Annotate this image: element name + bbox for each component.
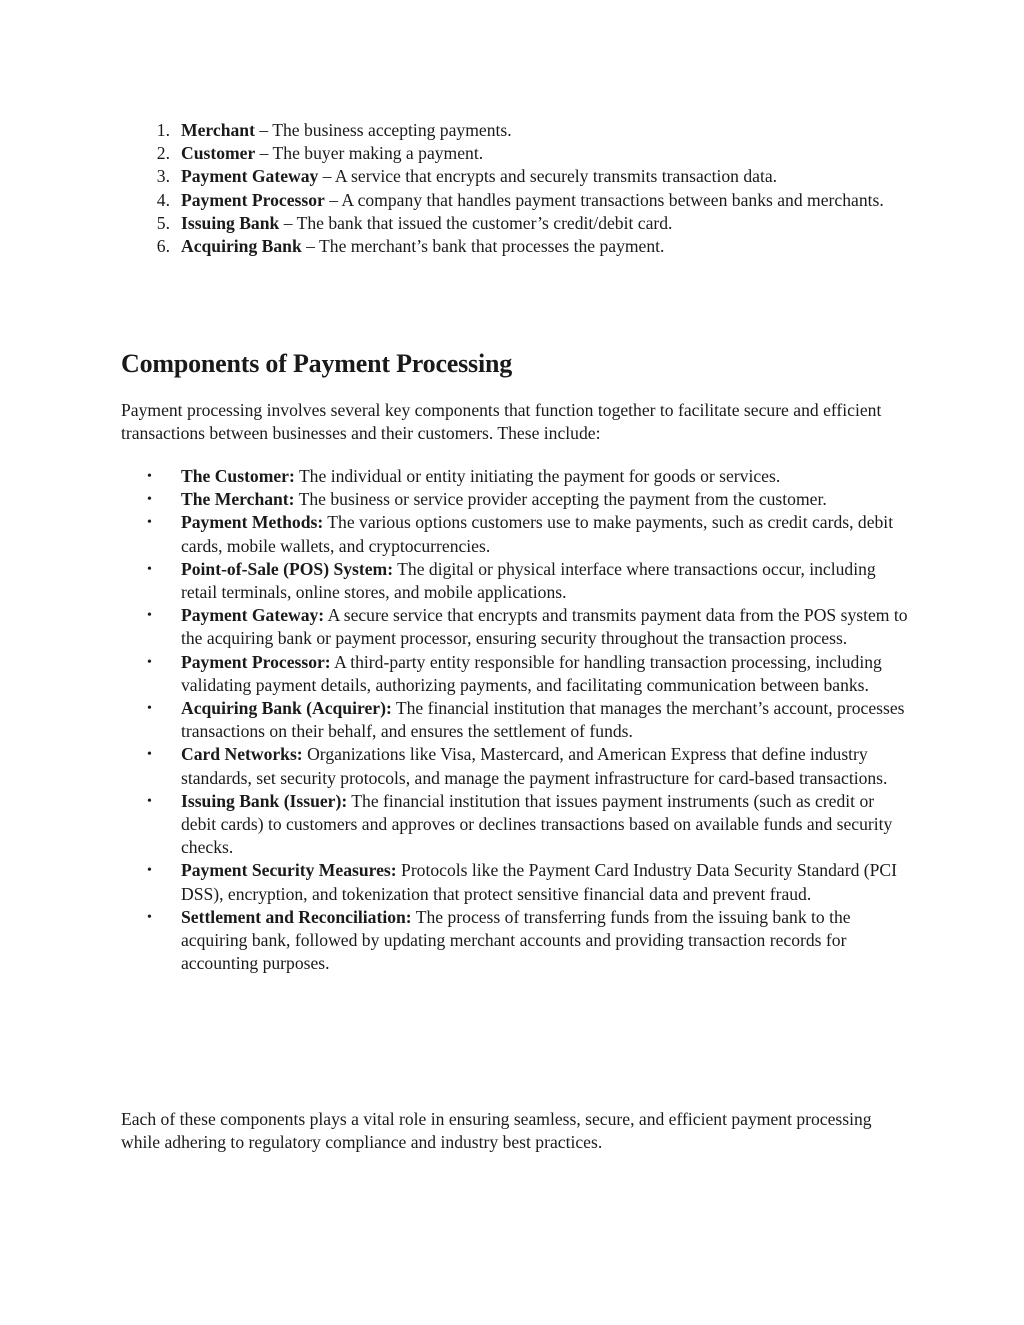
list-number: 3 . xyxy=(150,165,170,188)
list-term: Customer xyxy=(181,143,256,164)
bullet-icon: • xyxy=(147,561,152,577)
list-term: The Merchant: xyxy=(181,489,295,510)
bullet-icon: • xyxy=(147,909,152,925)
list-term: Payment Gateway xyxy=(181,166,319,187)
list-item xyxy=(121,906,911,976)
list-item xyxy=(121,511,911,557)
list-term: Payment Methods: xyxy=(181,512,324,533)
list-description: – The business accepting payments. xyxy=(254,120,512,140)
list-description: – A service that encrypts and securely transmits transaction data. xyxy=(318,166,778,187)
list-description: The business or service provider accepting the payment from the customer. xyxy=(294,489,827,510)
list-item xyxy=(121,488,911,511)
list-description: The digital or physical interface where transactions occur, including retail terminals, online stores, and mobile applications. xyxy=(181,558,876,603)
list-term: Payment Processor xyxy=(181,189,325,210)
list-term: Acquiring Bank xyxy=(181,236,302,257)
list-number: 4 . xyxy=(150,189,170,212)
list-item xyxy=(121,743,911,789)
list-term: Payment Security Measures: xyxy=(181,860,397,881)
bullet-icon: • xyxy=(147,515,152,531)
list-item xyxy=(121,212,911,235)
list-item xyxy=(121,859,911,905)
list-description: A third-party entity responsible for handling transaction processing, including validating payment details, authorizing payments, and facilitating communication between banks. xyxy=(181,651,882,695)
list-item xyxy=(121,142,911,165)
list-item xyxy=(121,189,911,212)
list-description: Organizations like Visa, Mastercard, and American Express that define industry standards, set security protocols, and manage the payment infrastructure for card-based transactions. xyxy=(181,744,888,788)
list-description: The various options customers use to make payments, such as credit cards, debit cards, mobile wallets, and cryptocurrencies. xyxy=(181,512,894,556)
list-term: Issuing Bank xyxy=(181,212,280,233)
list-description: The individual or entity initiating the payment for goods or services. xyxy=(294,466,781,486)
list-term: Issuing Bank (Issuer): xyxy=(181,790,348,811)
list-number: 1 . xyxy=(150,119,170,142)
list-description: – The merchant’s bank that processes the payment. xyxy=(301,236,665,257)
bullet-icon: • xyxy=(147,654,152,670)
conclusion-paragraph: Each of these components plays a vital role in ensuring seamless, secure, and efficient payment processing while adhering to regulatory compliance and industry best practices. xyxy=(121,1109,872,1153)
list-description: Protocols like the Payment Card Industry Data Security Standard (PCI DSS), encryption, and tokenization that protect sensitive financial data and prevent fraud. xyxy=(181,860,897,904)
bullet-icon: • xyxy=(147,793,152,809)
list-item xyxy=(121,790,911,860)
bullet-icon: • xyxy=(147,492,152,508)
list-item xyxy=(121,604,911,650)
list-description: The financial institution that issues payment instruments (such as credit or debit cards) to customers and approves or declines transactions based on available funds and security checks. xyxy=(181,790,893,858)
components-list xyxy=(121,465,911,975)
section-heading: Components of Payment Processing xyxy=(121,349,513,378)
list-number: 2 . xyxy=(150,142,170,165)
bullet-icon: • xyxy=(147,747,152,763)
list-item xyxy=(121,165,911,188)
list-term: The Customer: xyxy=(181,466,295,486)
document-page xyxy=(121,119,911,1153)
bullet-icon: • xyxy=(147,469,152,484)
list-description: – A company that handles payment transactions between banks and merchants. xyxy=(324,189,884,210)
list-description: – The bank that issued the customer’s credit/debit card. xyxy=(279,212,673,233)
bullet-icon: • xyxy=(147,701,152,717)
bullet-icon: • xyxy=(147,863,152,879)
list-term: Merchant xyxy=(181,120,255,140)
list-term: Payment Processor: xyxy=(181,651,331,672)
list-item xyxy=(121,651,911,697)
list-number: 6 . xyxy=(150,235,170,258)
list-description: – The buyer making a payment. xyxy=(255,143,484,164)
list-term: Payment Gateway: xyxy=(181,605,325,626)
list-item xyxy=(121,119,911,142)
list-item xyxy=(121,235,911,258)
list-number: 5 . xyxy=(150,212,170,235)
list-description: The process of transferring funds from the issuing bank to the acquiring bank, followed by updating merchant accounts and providing transaction records for accounting purposes. xyxy=(181,906,851,974)
list-term: Point-of-Sale (POS) System: xyxy=(181,558,394,579)
bullet-icon: • xyxy=(147,608,152,624)
list-item xyxy=(121,558,911,604)
intro-paragraph: Payment processing involves several key components that function together to facilitate secure and efficient transactions between businesses and their customers. These include: xyxy=(121,400,882,444)
list-description: A secure service that encrypts and transmits payment data from the POS system to the acquiring bank or payment processor, ensuring security throughout the transaction process. xyxy=(181,605,908,649)
list-term: Settlement and Reconciliation: xyxy=(181,906,412,927)
list-item xyxy=(121,465,911,488)
parties-list xyxy=(121,119,911,258)
list-term: Acquiring Bank (Acquirer): xyxy=(181,698,392,719)
list-term: Card Networks: xyxy=(181,744,303,765)
list-item xyxy=(121,697,911,743)
list-description: The financial institution that manages the merchant’s account, processes transactions on their behalf, and ensures the settlement of funds. xyxy=(181,698,905,742)
